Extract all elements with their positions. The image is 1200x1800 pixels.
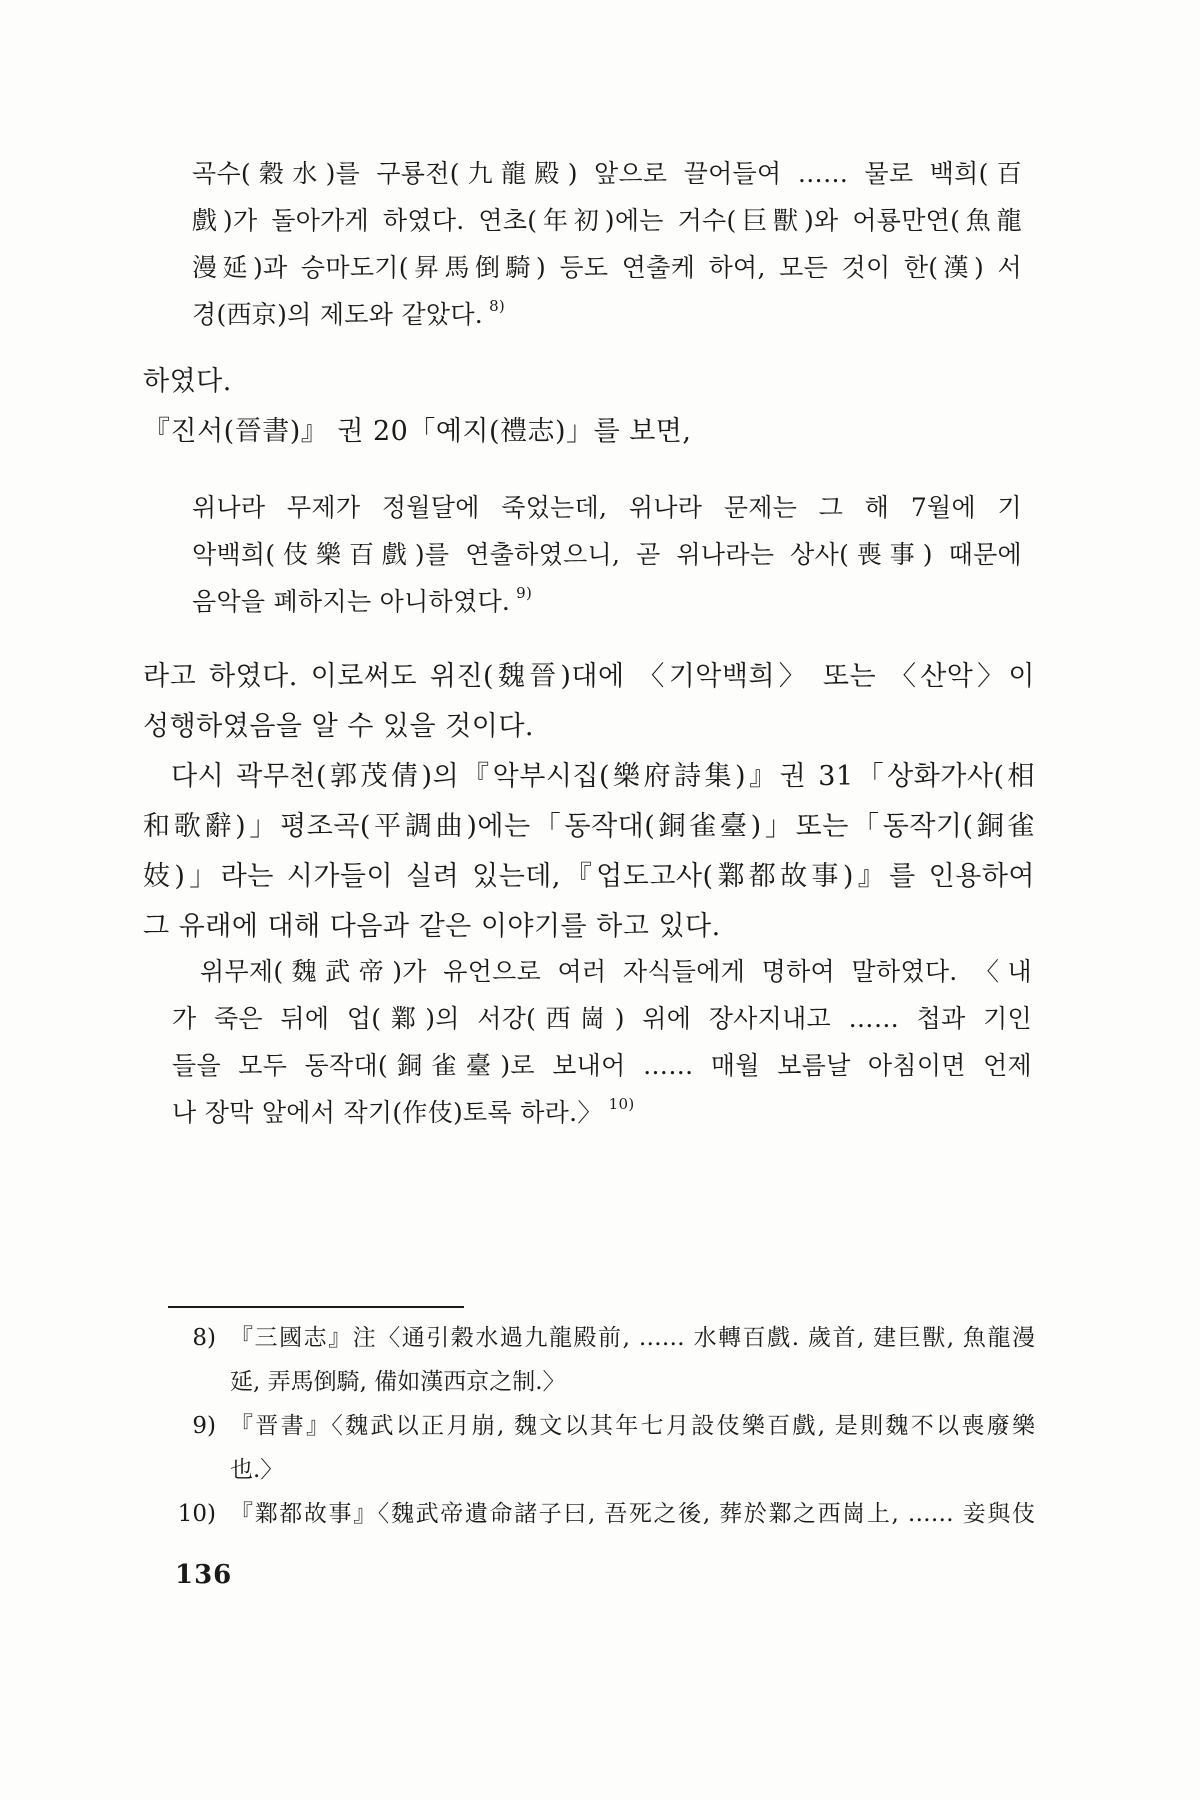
body-line: 하였다. bbox=[143, 366, 232, 397]
quote-line: 위무제(魏武帝)가 유언으로 여러 자식들에게 명하여 말하였다. 〈내 bbox=[200, 957, 1032, 986]
footnote-body bbox=[230, 1492, 1035, 1536]
block-quote-3 bbox=[172, 948, 1032, 1136]
footnote-marker[interactable]: 10) bbox=[608, 1095, 635, 1113]
body-line: 和歌辭)」평조곡(平調曲)에는「동작대(銅雀臺)」또는「동작기(銅雀 bbox=[143, 811, 1035, 842]
body-line: 妓)」라는 시가들이 실려 있는데,『업도고사(鄴都故事)』를 인용하여 bbox=[143, 861, 1035, 892]
quote-line: 漫延)과 승마도기(昇馬倒騎) 등도 연출케 하여, 모든 것이 한(漢) 서 bbox=[192, 253, 1022, 282]
footnotes bbox=[168, 1316, 1035, 1536]
quote-line: 가 죽은 뒤에 업(鄴)의 서강(西崗) 위에 장사지내고 …… 첩과 기인 bbox=[172, 1004, 1032, 1033]
body-line: 다시 곽무천(郭茂倩)의『악부시집(樂府詩集)』권 31「상화가사(相 bbox=[171, 761, 1035, 792]
body-line: 성행하였음을 알 수 있을 것이다. bbox=[143, 711, 534, 742]
block-quote-2 bbox=[192, 484, 1022, 625]
footnote-9 bbox=[168, 1404, 1035, 1492]
body-line: 『진서(晉書)』 권 20「예지(禮志)」를 보면, bbox=[143, 416, 692, 447]
quote-text: 음악을 폐하지는 아니하였다. bbox=[192, 587, 511, 616]
footnote-line: 『三國志』注〈通引穀水過九龍殿前, …… 水轉百戲. 歲首, 建巨獸, 魚龍漫 bbox=[230, 1325, 1035, 1351]
body-paragraph-1 bbox=[143, 357, 1013, 457]
footnote-number: 10) bbox=[177, 1501, 216, 1527]
footnote-line: 『鄴都故事』〈魏武帝遺命諸子曰, 吾死之後, 葬於鄴之西崗上, …… 妾與伎 bbox=[230, 1501, 1035, 1527]
footnote-marker[interactable]: 9) bbox=[516, 584, 533, 602]
body-paragraph-2 bbox=[143, 652, 1035, 952]
page-number: 136 bbox=[175, 1560, 233, 1590]
quote-line: 위나라 무제가 정월달에 죽었는데, 위나라 문제는 그 해 7월에 기 bbox=[192, 493, 1022, 522]
footnote-line: 也.〉 bbox=[230, 1457, 284, 1483]
footnote-8 bbox=[168, 1316, 1035, 1404]
footnote-line: 『晋書』〈魏武以正月崩, 魏文以其年七月設伎樂百戲, 是則魏不以喪廢樂 bbox=[230, 1413, 1035, 1439]
footnote-number: 8) bbox=[192, 1325, 216, 1351]
quote-line: 곡수(穀水)를 구룡전(九龍殿) 앞으로 끌어들여 …… 물로 백희(百 bbox=[192, 159, 1022, 188]
quote-line-last bbox=[192, 291, 1022, 338]
footnote-marker[interactable]: 8) bbox=[489, 297, 506, 315]
footnote-10 bbox=[168, 1492, 1035, 1536]
quote-line-last bbox=[172, 1089, 1032, 1136]
body-line: 그 유래에 대해 다음과 같은 이야기를 하고 있다. bbox=[143, 911, 721, 942]
block-quote-1 bbox=[192, 150, 1022, 338]
quote-line-last bbox=[192, 578, 1022, 625]
quote-text: 경(西京)의 제도와 같았다. bbox=[192, 300, 484, 329]
quote-line: 악백희(伎樂百戲)를 연출하였으니, 곧 위나라는 상사(喪事) 때문에 bbox=[192, 540, 1022, 569]
quote-line: 戲)가 돌아가게 하였다. 연초(年初)에는 거수(巨獸)와 어룡만연(魚龍 bbox=[192, 206, 1022, 235]
footnote-line: 延, 弄馬倒騎, 備如漢西京之制.〉 bbox=[230, 1369, 566, 1395]
footnote-body bbox=[230, 1316, 1035, 1404]
quote-text: 나 장막 앞에서 작기(作伎)토록 하라.〉 bbox=[172, 1098, 603, 1127]
body-line: 라고 하였다. 이로써도 위진(魏晉)대에 〈기악백희〉 또는 〈산악〉이 bbox=[143, 661, 1035, 692]
footnote-number: 9) bbox=[192, 1413, 216, 1439]
quote-line: 들을 모두 동작대(銅雀臺)로 보내어 …… 매월 보름날 아침이면 언제 bbox=[172, 1051, 1032, 1080]
footnote-divider bbox=[168, 1306, 464, 1308]
footnote-body bbox=[230, 1404, 1035, 1492]
